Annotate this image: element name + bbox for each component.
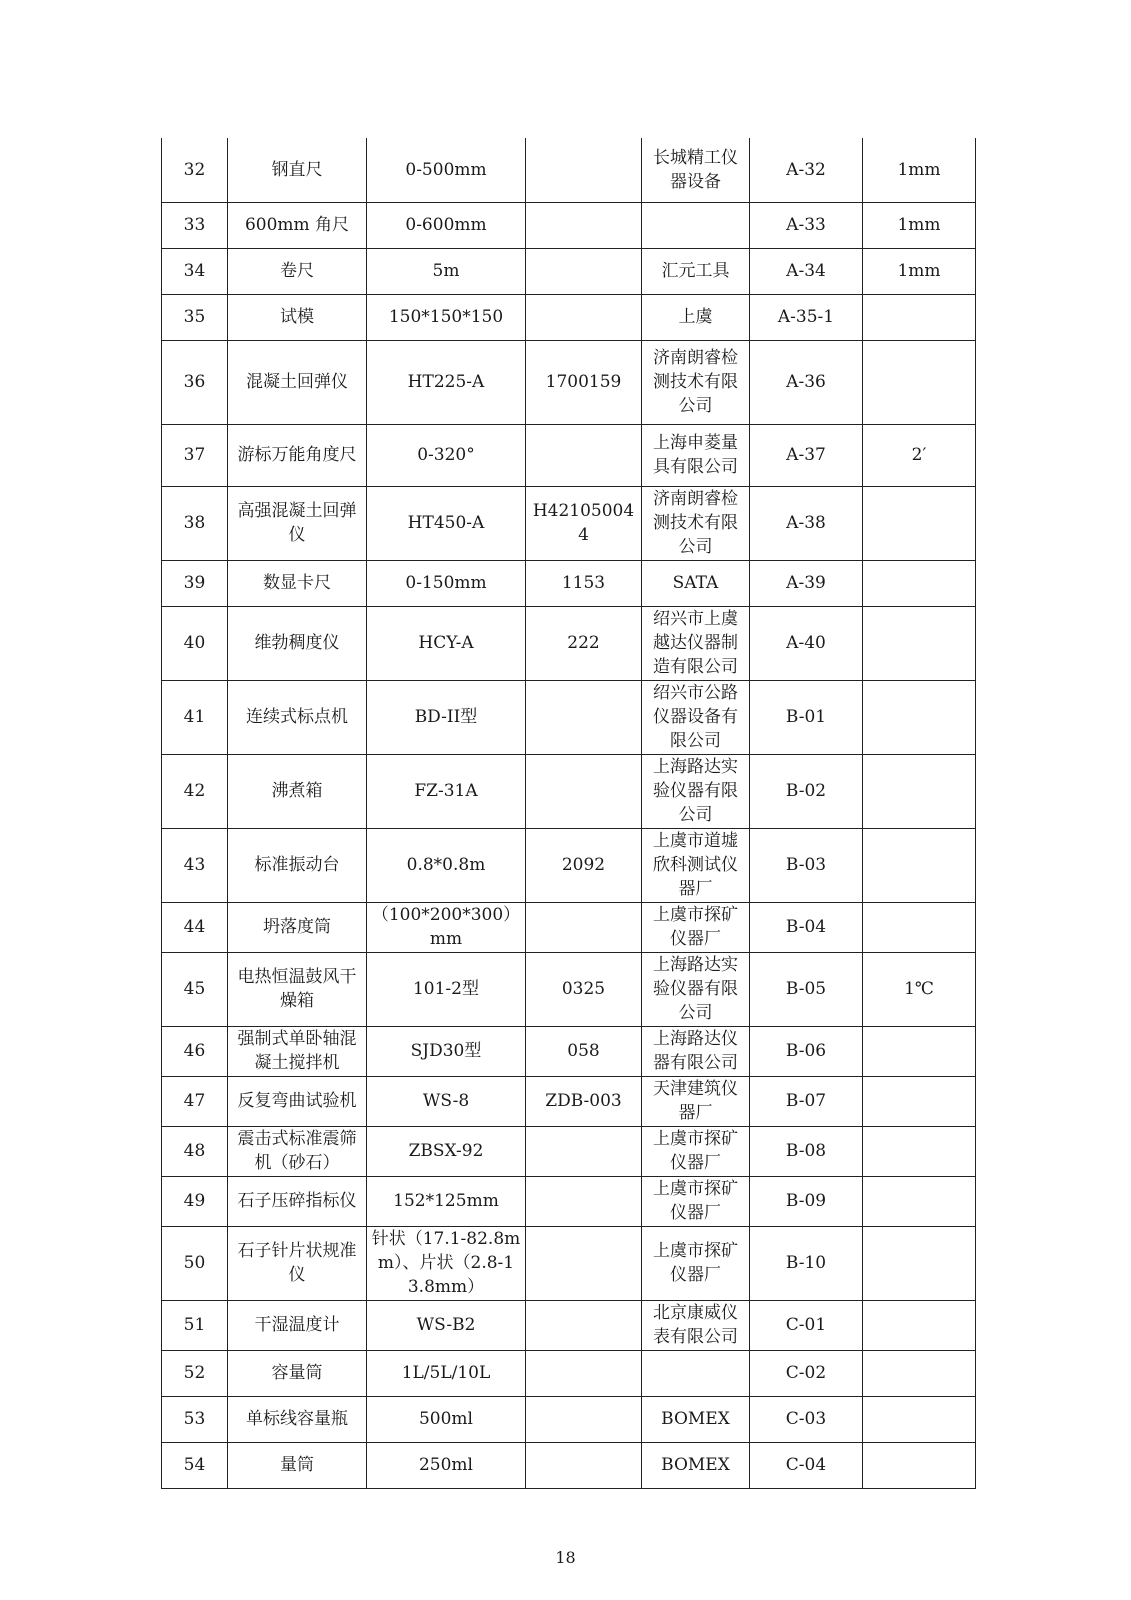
cell-no: 48 [162, 1126, 228, 1176]
cell-no: 42 [162, 754, 228, 828]
cell-maker: 上虞市探矿仪器厂 [642, 1126, 750, 1176]
cell-maker [642, 1350, 750, 1396]
cell-maker: 上海路达实验仪器有限公司 [642, 952, 750, 1026]
cell-spec: 5m [367, 248, 526, 294]
cell-maker: 上虞市道墟欣科测试仪器厂 [642, 828, 750, 902]
cell-maker: 北京康威仪表有限公司 [642, 1300, 750, 1350]
cell-maker: BOMEX [642, 1442, 750, 1488]
cell-no: 43 [162, 828, 228, 902]
cell-maker: 汇元工具 [642, 248, 750, 294]
cell-precision: 2′ [863, 424, 976, 486]
cell-no: 51 [162, 1300, 228, 1350]
cell-no: 45 [162, 952, 228, 1026]
cell-code: A-33 [750, 202, 863, 248]
cell-code: B-01 [750, 680, 863, 754]
cell-name: 沸煮箱 [228, 754, 367, 828]
cell-serial [526, 138, 642, 202]
cell-serial [526, 680, 642, 754]
cell-serial: 2092 [526, 828, 642, 902]
table-row [162, 828, 976, 902]
cell-spec: HT450-A [367, 486, 526, 560]
cell-precision [863, 560, 976, 606]
cell-code: A-40 [750, 606, 863, 680]
cell-name: 石子压碎指标仪 [228, 1176, 367, 1226]
cell-no: 32 [162, 138, 228, 202]
cell-name: 混凝土回弹仪 [228, 340, 367, 424]
cell-name: 标准振动台 [228, 828, 367, 902]
table-row [162, 1300, 976, 1350]
cell-code: C-01 [750, 1300, 863, 1350]
cell-code: B-08 [750, 1126, 863, 1176]
cell-serial: ZDB-003 [526, 1076, 642, 1126]
cell-no: 44 [162, 902, 228, 952]
cell-precision [863, 1226, 976, 1300]
table-row [162, 1396, 976, 1442]
cell-no: 53 [162, 1396, 228, 1442]
cell-no: 39 [162, 560, 228, 606]
cell-maker: BOMEX [642, 1396, 750, 1442]
table-row [162, 1350, 976, 1396]
table-row [162, 138, 976, 202]
cell-serial [526, 424, 642, 486]
cell-spec: 101-2型 [367, 952, 526, 1026]
cell-precision [863, 486, 976, 560]
cell-spec: ZBSX-92 [367, 1126, 526, 1176]
cell-code: B-04 [750, 902, 863, 952]
cell-maker: 上虞市探矿仪器厂 [642, 1226, 750, 1300]
cell-code: A-38 [750, 486, 863, 560]
cell-spec: 0-600mm [367, 202, 526, 248]
cell-spec: 0.8*0.8m [367, 828, 526, 902]
cell-spec: （100*200*300）mm [367, 902, 526, 952]
cell-precision [863, 1026, 976, 1076]
cell-precision: 1℃ [863, 952, 976, 1026]
cell-code: C-03 [750, 1396, 863, 1442]
cell-name: 高强混凝土回弹仪 [228, 486, 367, 560]
cell-serial: H421050044 [526, 486, 642, 560]
cell-spec: FZ-31A [367, 754, 526, 828]
table-row [162, 340, 976, 424]
cell-maker: 上虞市探矿仪器厂 [642, 902, 750, 952]
cell-no: 35 [162, 294, 228, 340]
cell-name: 强制式单卧轴混凝土搅拌机 [228, 1026, 367, 1076]
table-row [162, 1176, 976, 1226]
table-body [162, 138, 976, 1488]
cell-maker: 济南朗睿检测技术有限公司 [642, 340, 750, 424]
cell-precision [863, 1396, 976, 1442]
cell-precision [863, 606, 976, 680]
cell-spec: SJD30型 [367, 1026, 526, 1076]
cell-serial: 1700159 [526, 340, 642, 424]
cell-precision [863, 294, 976, 340]
cell-maker: 天津建筑仪器厂 [642, 1076, 750, 1126]
cell-spec: HT225-A [367, 340, 526, 424]
cell-serial: 222 [526, 606, 642, 680]
table-row [162, 680, 976, 754]
cell-precision [863, 1076, 976, 1126]
cell-maker: 上虞 [642, 294, 750, 340]
cell-precision [863, 1300, 976, 1350]
cell-serial [526, 1176, 642, 1226]
cell-precision [863, 680, 976, 754]
cell-maker: 上海申菱量具有限公司 [642, 424, 750, 486]
cell-code: A-36 [750, 340, 863, 424]
cell-code: A-37 [750, 424, 863, 486]
cell-serial [526, 1226, 642, 1300]
cell-code: C-04 [750, 1442, 863, 1488]
cell-name: 数显卡尺 [228, 560, 367, 606]
cell-name: 卷尺 [228, 248, 367, 294]
cell-serial: 1153 [526, 560, 642, 606]
cell-no: 33 [162, 202, 228, 248]
cell-serial [526, 1300, 642, 1350]
cell-serial [526, 248, 642, 294]
cell-serial [526, 202, 642, 248]
cell-name: 钢直尺 [228, 138, 367, 202]
cell-no: 46 [162, 1026, 228, 1076]
cell-spec: 152*125mm [367, 1176, 526, 1226]
cell-name: 600mm 角尺 [228, 202, 367, 248]
cell-spec: 0-150mm [367, 560, 526, 606]
cell-maker [642, 202, 750, 248]
cell-name: 单标线容量瓶 [228, 1396, 367, 1442]
cell-precision [863, 754, 976, 828]
table-row [162, 202, 976, 248]
table-row [162, 1126, 976, 1176]
cell-name: 维勃稠度仪 [228, 606, 367, 680]
cell-precision [863, 828, 976, 902]
cell-precision [863, 1442, 976, 1488]
page-number: 18 [555, 1548, 576, 1567]
cell-no: 36 [162, 340, 228, 424]
table-row [162, 486, 976, 560]
cell-precision [863, 902, 976, 952]
cell-no: 37 [162, 424, 228, 486]
table-row [162, 606, 976, 680]
equipment-table [161, 138, 976, 1489]
cell-spec: 0-500mm [367, 138, 526, 202]
cell-maker: SATA [642, 560, 750, 606]
table-row [162, 560, 976, 606]
table-row [162, 248, 976, 294]
cell-serial [526, 1396, 642, 1442]
table-row [162, 1226, 976, 1300]
cell-code: B-03 [750, 828, 863, 902]
cell-spec: BD-II型 [367, 680, 526, 754]
cell-code: A-39 [750, 560, 863, 606]
cell-spec: HCY-A [367, 606, 526, 680]
cell-serial [526, 902, 642, 952]
table-row [162, 294, 976, 340]
cell-precision [863, 340, 976, 424]
cell-spec: WS-B2 [367, 1300, 526, 1350]
table-row [162, 1076, 976, 1126]
cell-name: 干湿温度计 [228, 1300, 367, 1350]
cell-precision: 1mm [863, 248, 976, 294]
cell-no: 52 [162, 1350, 228, 1396]
cell-spec: 针状（17.1-82.8mm）、片状（2.8-13.8mm） [367, 1226, 526, 1300]
cell-maker: 绍兴市公路仪器设备有限公司 [642, 680, 750, 754]
cell-no: 47 [162, 1076, 228, 1126]
cell-spec: 250ml [367, 1442, 526, 1488]
cell-name: 反复弯曲试验机 [228, 1076, 367, 1126]
cell-name: 石子针片状规准仪 [228, 1226, 367, 1300]
cell-serial [526, 1126, 642, 1176]
table-row [162, 424, 976, 486]
cell-name: 游标万能角度尺 [228, 424, 367, 486]
cell-code: B-02 [750, 754, 863, 828]
cell-code: B-07 [750, 1076, 863, 1126]
cell-code: A-34 [750, 248, 863, 294]
cell-serial [526, 1442, 642, 1488]
cell-maker: 上海路达仪器有限公司 [642, 1026, 750, 1076]
table-row [162, 1442, 976, 1488]
cell-no: 38 [162, 486, 228, 560]
cell-no: 54 [162, 1442, 228, 1488]
cell-code: B-06 [750, 1026, 863, 1076]
cell-spec: 150*150*150 [367, 294, 526, 340]
cell-name: 量筒 [228, 1442, 367, 1488]
cell-no: 34 [162, 248, 228, 294]
table-row [162, 1026, 976, 1076]
table-row [162, 754, 976, 828]
cell-precision [863, 1350, 976, 1396]
cell-maker: 上海路达实验仪器有限公司 [642, 754, 750, 828]
cell-serial: 058 [526, 1026, 642, 1076]
cell-code: B-05 [750, 952, 863, 1026]
cell-spec: 0-320° [367, 424, 526, 486]
table-row [162, 902, 976, 952]
cell-maker: 济南朗睿检测技术有限公司 [642, 486, 750, 560]
cell-maker: 长城精工仪器设备 [642, 138, 750, 202]
cell-name: 试模 [228, 294, 367, 340]
cell-spec: 1L/5L/10L [367, 1350, 526, 1396]
cell-maker: 绍兴市上虞越达仪器制造有限公司 [642, 606, 750, 680]
cell-serial [526, 754, 642, 828]
cell-no: 50 [162, 1226, 228, 1300]
cell-precision: 1mm [863, 202, 976, 248]
cell-precision [863, 1176, 976, 1226]
cell-precision: 1mm [863, 138, 976, 202]
cell-precision [863, 1126, 976, 1176]
cell-name: 容量筒 [228, 1350, 367, 1396]
cell-no: 40 [162, 606, 228, 680]
cell-code: B-09 [750, 1176, 863, 1226]
table-row [162, 952, 976, 1026]
cell-code: C-02 [750, 1350, 863, 1396]
cell-code: B-10 [750, 1226, 863, 1300]
cell-no: 49 [162, 1176, 228, 1226]
cell-serial [526, 1350, 642, 1396]
cell-spec: WS-8 [367, 1076, 526, 1126]
cell-name: 坍落度筒 [228, 902, 367, 952]
cell-serial: 0325 [526, 952, 642, 1026]
cell-code: A-35-1 [750, 294, 863, 340]
cell-maker: 上虞市探矿仪器厂 [642, 1176, 750, 1226]
cell-name: 震击式标准震筛机（砂石） [228, 1126, 367, 1176]
cell-code: A-32 [750, 138, 863, 202]
cell-serial [526, 294, 642, 340]
cell-name: 连续式标点机 [228, 680, 367, 754]
cell-no: 41 [162, 680, 228, 754]
cell-spec: 500ml [367, 1396, 526, 1442]
cell-name: 电热恒温鼓风干燥箱 [228, 952, 367, 1026]
